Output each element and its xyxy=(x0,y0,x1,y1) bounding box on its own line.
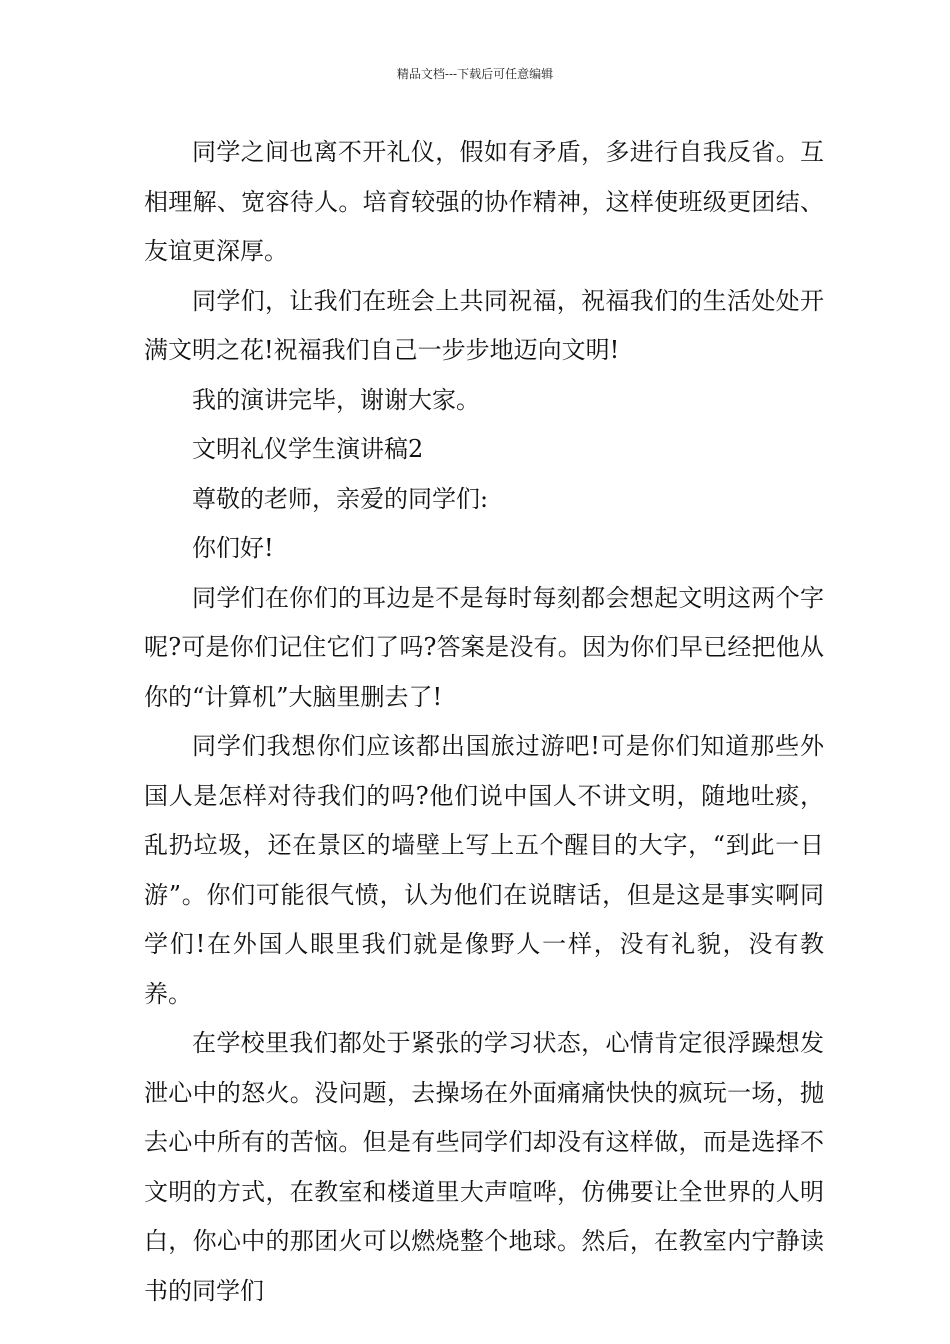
page-header: 精品文档---下载后可任意编辑 xyxy=(396,67,554,81)
paragraph: 同学之间也离不开礼仪，假如有矛盾，多进行自我反省。互相理解、宽容待人。培育较强的协作精神，这样使班级更团结、友谊更深厚。 xyxy=(144,138,824,265)
paragraph: 在学校里我们都处于紧张的学习状态，心情肯定很浮躁想发泄心中的怒火。没问题，去操场在外面痛痛快快的疯玩一场，抛去心中所有的苦恼。但是有些同学们却没有这样做，而是选择不文明的方式，在教室和楼道里大声喧哗，仿佛要让全世界的人明白，你心中的那团火可以燃烧整个地球。然后，在教室内宁静读书的同学们 xyxy=(144,1029,824,1305)
section-title: 文明礼仪学生演讲稿2 xyxy=(192,435,424,463)
paragraph: 我的演讲完毕，谢谢大家。 xyxy=(192,385,480,414)
paragraph: 同学们，让我们在班会上共同祝福，祝福我们的生活处处开满文明之花!祝福我们自己一步步地迈向文明! xyxy=(144,286,824,364)
salutation: 尊敬的老师，亲爱的同学们: xyxy=(192,484,489,513)
paragraph: 同学们在你们的耳边是不是每时每刻都会想起文明这两个字呢?可是你们记住它们了吗?答案是没有。因为你们早已经把他从你的“计算机”大脑里删去了! xyxy=(144,583,824,711)
paragraph: 同学们我想你们应该都出国旅过游吧!可是你们知道那些外国人是怎样对待我们的吗?他们说中国人不讲文明，随地吐痰，乱扔垃圾，还在景区的墙壁上写上五个醒目的大字，“到此一日游”。你们可能很气愤，认为他们在说瞎话，但是这是事实啊同学们!在外国人眼里我们就是像野人一样，没有礼貌，没有教养。 xyxy=(144,732,824,1008)
greeting: 你们好! xyxy=(192,534,274,562)
document-body xyxy=(144,128,824,1316)
